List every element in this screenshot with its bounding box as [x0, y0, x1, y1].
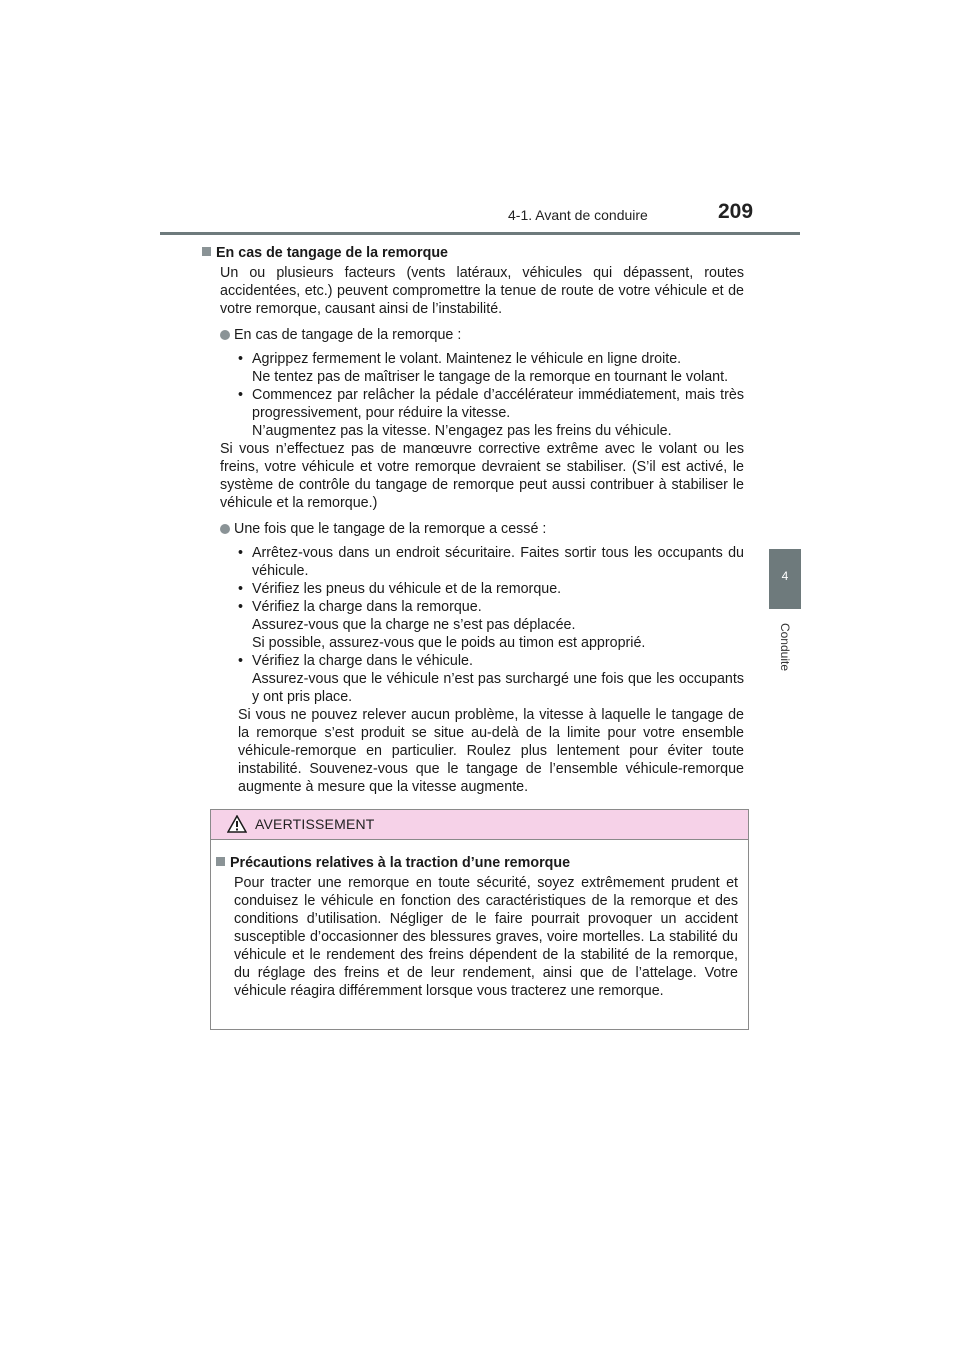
warning-triangle-icon — [227, 815, 247, 833]
header-section-title: 4-1. Avant de conduire — [508, 207, 648, 223]
warning-title: AVERTISSEMENT — [255, 816, 375, 832]
main-content — [202, 244, 744, 796]
bullet-line: Commencez par relâcher la pédale d’accélérateur immédiatement, mais très progressivement, pour réduire la vitesse. — [252, 387, 744, 421]
bullet-icon: • — [238, 599, 244, 615]
bullet-line: Ne tentez pas de maîtriser le tangage de la remorque en tournant le volant. — [252, 369, 729, 385]
bullet-line: Vérifiez les pneus du véhicule et de la remorque. — [252, 581, 562, 597]
warning-body — [211, 840, 748, 1000]
chapter-label: Conduite — [778, 622, 792, 672]
bullet-icon: • — [238, 387, 244, 403]
chapter-tab — [769, 549, 801, 609]
section-heading-text: En cas de tangage de la remorque — [216, 245, 449, 261]
case2-title — [220, 520, 744, 538]
chapter-number: 4 — [781, 569, 789, 583]
bullet-icon: • — [238, 653, 244, 669]
list-item — [238, 598, 744, 652]
warning-text: Pour tracter une remorque en toute sécurité, soyez extrêmement prudent et conduisez le véhicule en fonction des caractéristiques de la remorque et des conditions d’utilisation. Négliger de le faire pourrait provoquer un accident susceptible d’occasionner des blessures graves, voire mortelles. La stabilité du véhicule et le rendement des freins dépendent de la stabilité de la remorque, du réglage des freins et de leur rendement, ainsi que de l’attelage. Votre véhicule réagira différemment lorsque vous tracterez une remorque. — [234, 875, 738, 999]
header-rule — [160, 232, 800, 235]
bullet-icon: • — [238, 545, 244, 561]
circle-bullet-icon — [220, 330, 230, 340]
list-item — [238, 580, 744, 598]
section-intro: Un ou plusieurs facteurs (vents latéraux, véhicules qui dépassent, routes accidentées, etc.) peuvent compromettre la tenue de route de votre véhicule et de votre remorque, causant ainsi de l’instabilité. — [220, 265, 744, 317]
page-number: 209 — [718, 200, 754, 223]
bullet-line: Vérifiez la charge dans la remorque. — [252, 599, 482, 615]
bullet-line: Assurez-vous que la charge ne s’est pas déplacée. — [252, 617, 576, 633]
bullet-icon: • — [238, 581, 244, 597]
bullet-line: Arrêtez-vous dans un endroit sécuritaire. Faites sortir tous les occupants du véhicule. — [252, 545, 744, 579]
square-bullet-icon — [216, 857, 225, 866]
warning-heading — [216, 854, 738, 872]
list-item — [238, 652, 744, 706]
warning-box — [210, 809, 749, 1030]
list-item — [238, 544, 744, 580]
warning-heading-text: Précautions relatives à la traction d’une remorque — [230, 855, 571, 871]
list-item — [238, 386, 744, 440]
case1-bullet-list — [238, 350, 744, 440]
case1-after-text: Si vous n’effectuez pas de manœuvre corrective extrême avec le volant ou les freins, votre véhicule et votre remorque devraient se stabiliser. (S’il est activé, le système de contrôle du tangage de remorque peut aussi contribuer à stabiliser le véhicule et la remorque.) — [220, 441, 744, 511]
bullet-line: Assurez-vous que le véhicule n’est pas surchargé une fois que les occupants y ont pris place. — [252, 671, 744, 705]
bullet-icon: • — [238, 351, 244, 367]
bullet-line: Agrippez fermement le volant. Maintenez le véhicule en ligne droite. — [252, 351, 682, 367]
circle-bullet-icon — [220, 524, 230, 534]
square-bullet-icon — [202, 247, 211, 256]
section-heading — [202, 244, 744, 262]
case2-title-text: Une fois que le tangage de la remorque a cessé : — [234, 521, 547, 537]
case1-title — [220, 326, 744, 344]
case2-after-text: Si vous ne pouvez relever aucun problème, la vitesse à laquelle le tangage de la remorque s’est produit se situe au-delà de la limite pour votre ensemble véhicule-remorque en particulier. Roulez plus lentement pour éviter toute instabilité. Souvenez-vous que le tangage de l’ensemble véhicule-remorque augmente à mesure que la vitesse augmente. — [238, 707, 744, 795]
warning-header — [211, 810, 748, 840]
bullet-line: Si possible, assurez-vous que le poids au timon est approprié. — [252, 635, 646, 651]
bullet-line: Vérifiez la charge dans le véhicule. — [252, 653, 473, 669]
case1-title-text: En cas de tangage de la remorque : — [234, 327, 462, 343]
list-item — [238, 350, 744, 386]
bullet-line: N’augmentez pas la vitesse. N’engagez pas les freins du véhicule. — [252, 423, 672, 439]
case2-bullet-list — [238, 544, 744, 706]
